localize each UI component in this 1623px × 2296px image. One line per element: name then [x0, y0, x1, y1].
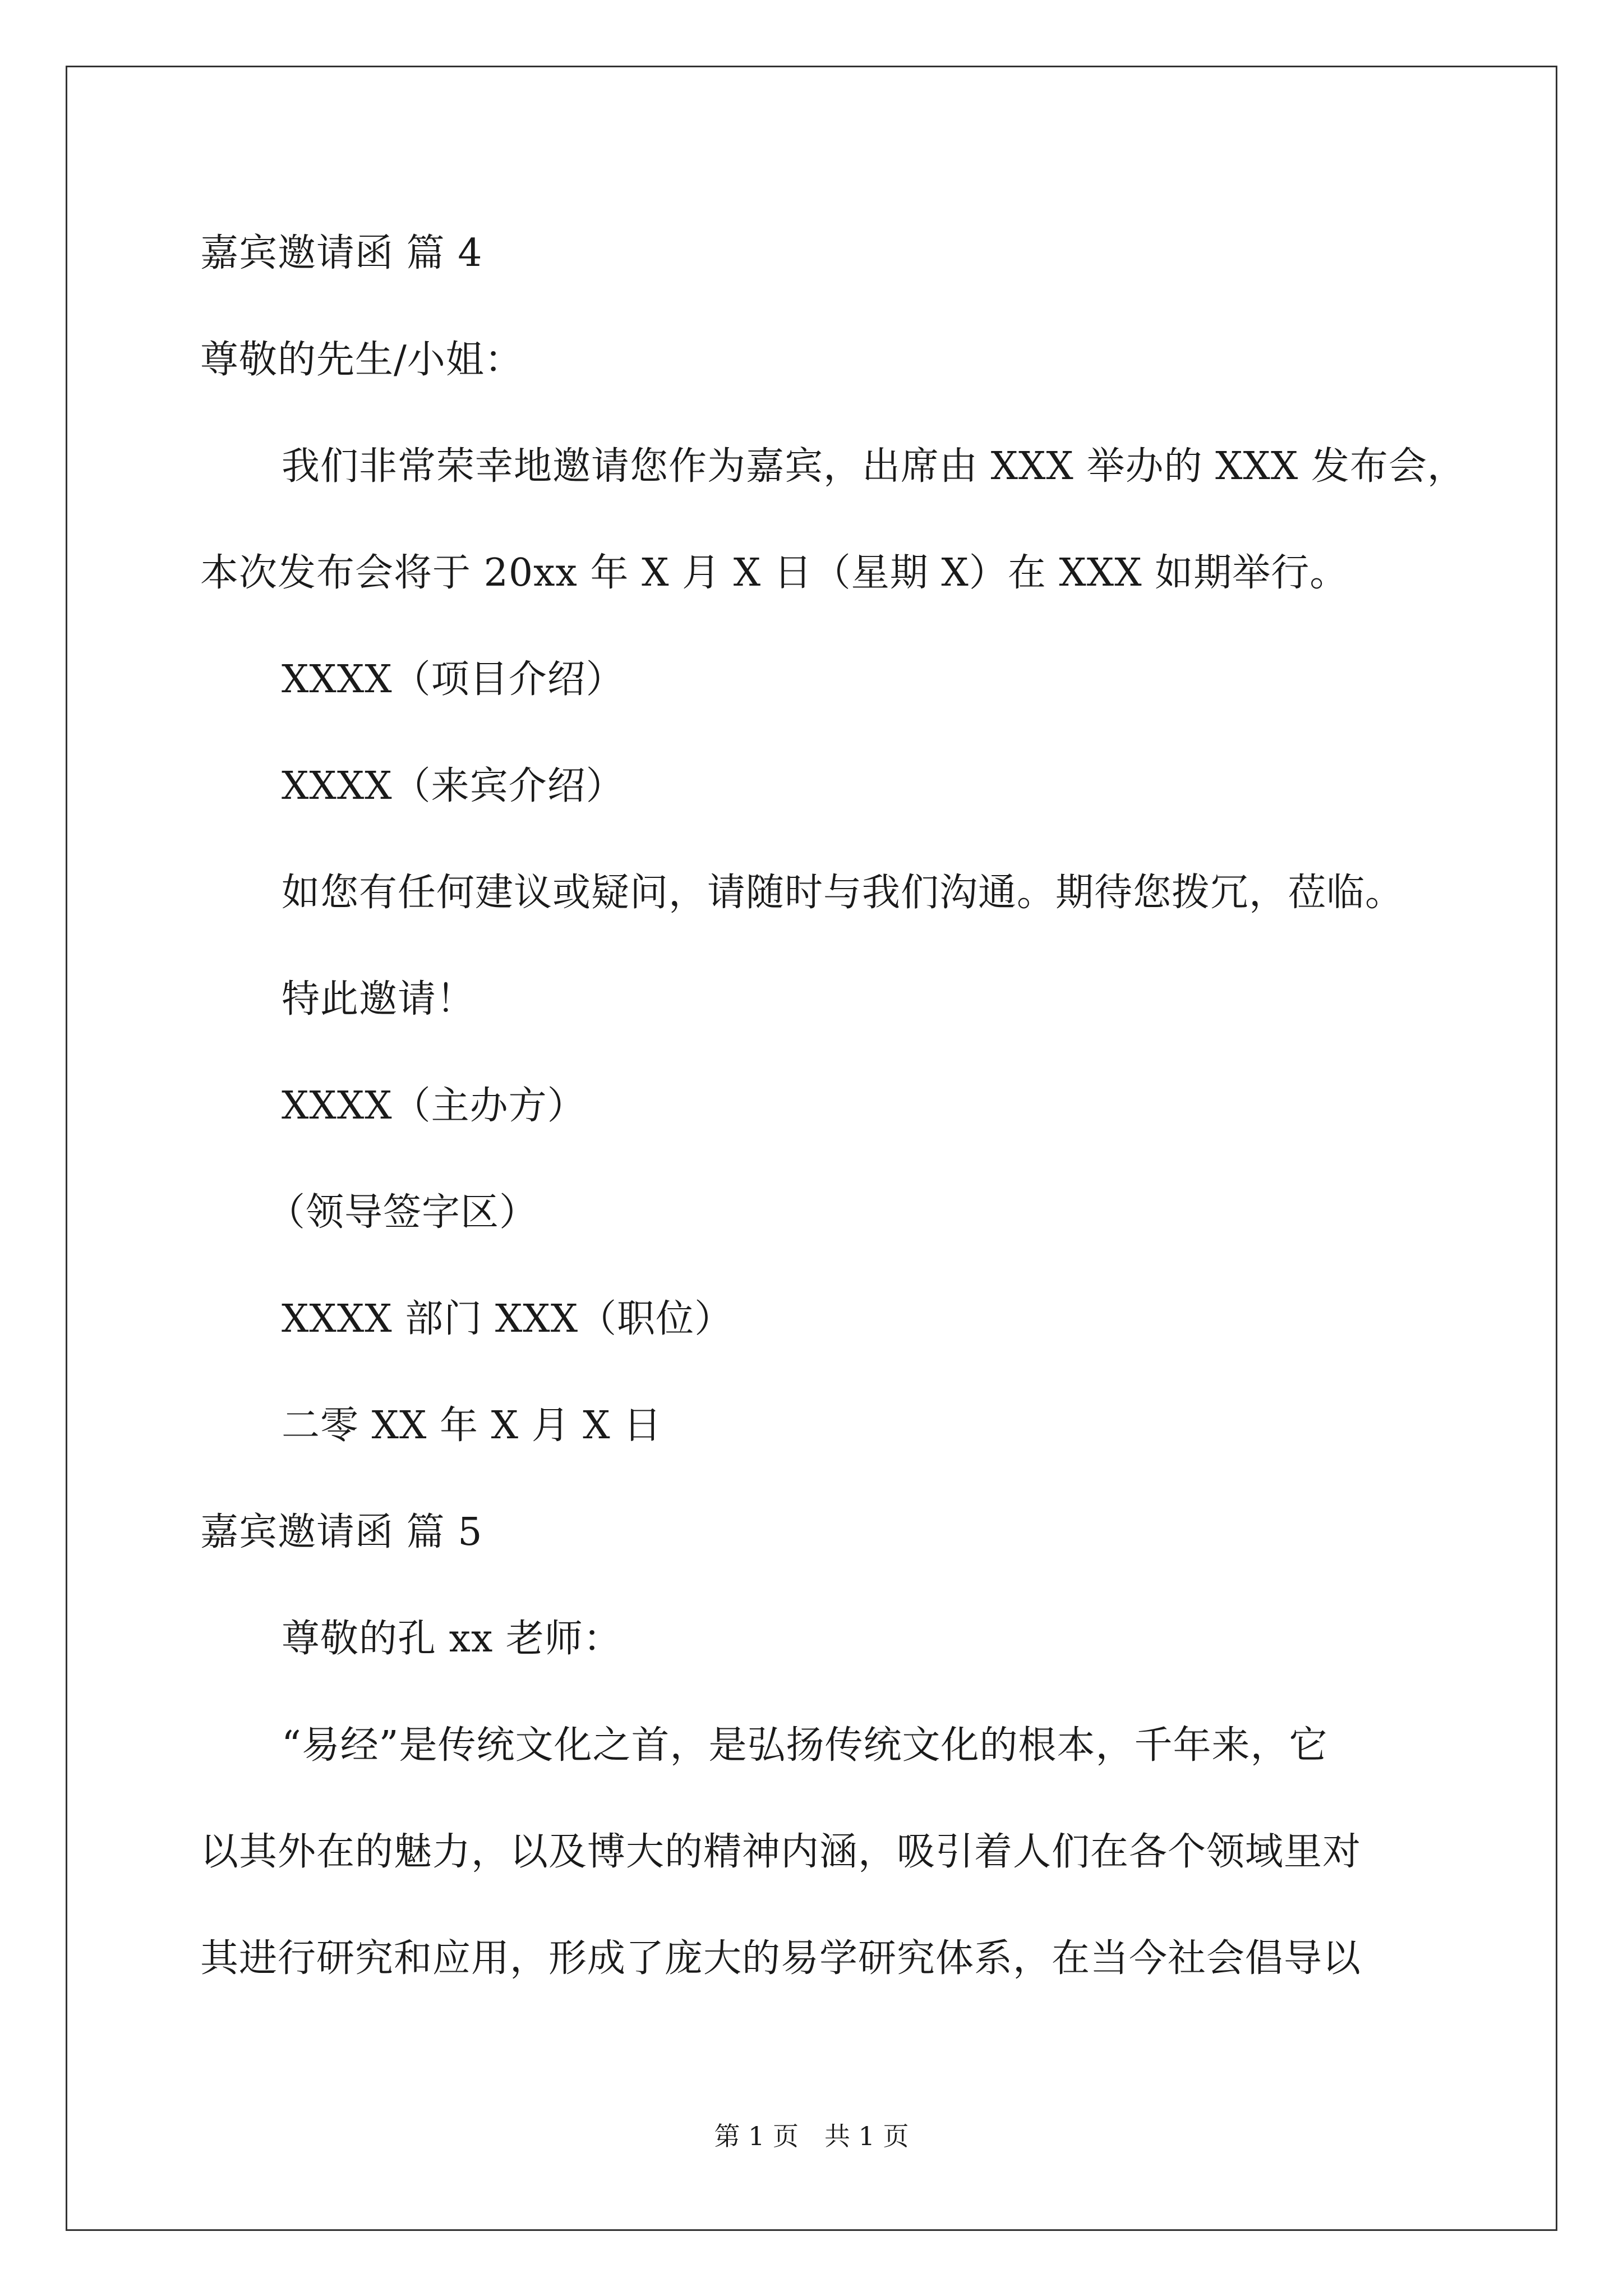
closing-line: 特此邀请！	[282, 977, 476, 1022]
page-border	[66, 66, 1557, 2231]
page-number-footer: 第 1 页 共 1 页	[714, 2121, 909, 2151]
department-line: XXXX 部门 XXX（职位）	[282, 1297, 734, 1341]
salutation: 尊敬的孔 xx 老师：	[282, 1617, 622, 1661]
body-paragraph-line: 本次发布会将于 20xx 年 X 月 X 日（星期 X）在 XXX 如期举行。	[200, 551, 1349, 595]
signature-area-label: （领导签字区）	[267, 1190, 538, 1235]
agenda-item: XXXX（项目介绍）	[282, 657, 625, 702]
body-paragraph-line: “易经”是传统文化之首，是弘扬传统文化的根本，千年来，它	[282, 1723, 1328, 1768]
date-line: 二零 XX 年 X 月 X 日	[282, 1404, 662, 1448]
salutation: 尊敬的先生/小姐：	[200, 338, 523, 382]
organizer-line: XXXX（主办方）	[282, 1084, 586, 1128]
body-paragraph-line: 以其外在的魅力，以及博大的精神内涵，吸引着人们在各个领域里对	[200, 1830, 1362, 1874]
body-paragraph-line: 如您有任何建议或疑问，请随时与我们沟通。期待您拨冗，莅临。	[282, 871, 1404, 915]
section-heading-5: 嘉宾邀请函 篇 5	[200, 1510, 483, 1554]
body-paragraph-line: 其进行研究和应用，形成了庞大的易学研究体系，在当今社会倡导以	[200, 1936, 1362, 1981]
section-heading-4: 嘉宾邀请函 篇 4	[200, 231, 483, 275]
agenda-item: XXXX（来宾介绍）	[282, 764, 625, 808]
body-paragraph-line: 我们非常荣幸地邀请您作为嘉宾，出席由 XXX 举办的 XXX 发布会，	[282, 444, 1466, 489]
